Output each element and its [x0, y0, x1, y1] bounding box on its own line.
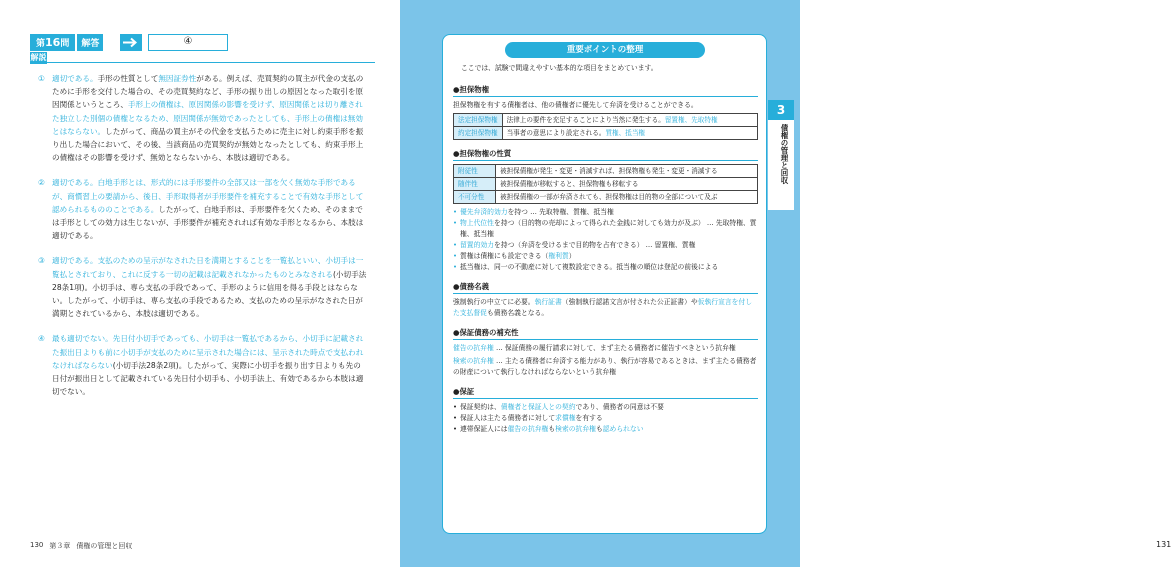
nature-bullets	[453, 207, 758, 273]
section-heading-nature: ●担保物権の性質	[453, 149, 512, 158]
answer-label: 解答	[76, 34, 103, 51]
commentary-item	[38, 72, 368, 164]
chapter-tab-number: 3	[768, 100, 794, 120]
question-number-label	[30, 34, 75, 51]
bullet-text	[460, 218, 758, 240]
desc-cell: 被担保債権が発生・変更・消滅すれば、担保物権も発生・変更・消滅する	[496, 165, 758, 178]
section-heading-security: ●担保物権	[453, 85, 490, 94]
desc-cell	[502, 114, 757, 127]
bullet-dot-icon: •	[453, 219, 458, 227]
nature-row	[454, 178, 758, 191]
section-divider	[453, 398, 758, 399]
term-cell: 附従性	[454, 165, 496, 178]
highlighted-text: 適切である。	[52, 74, 98, 83]
body-text: (小切手法28条1項)。小切手は、専ら支払の手段であって、手形のように信用を得る手段とはならない。したがって、小切手は、専ら支払の手段であるため、支払のための呈示がなされた日が満期とされているから、本肢は適切である。	[52, 269, 367, 319]
arrow-right-icon	[120, 34, 142, 51]
answer-value: ④	[148, 34, 228, 51]
security-row	[454, 127, 758, 140]
chapter-side-tab	[768, 100, 794, 210]
body-text: (小切手法28条2項)。したがって、実際に小切手を振り出す日よりも先の日付が振出日として記載されている先日付小切手も、小切手法上、有効であるから本肢は適切でない。	[52, 360, 364, 397]
defense-term: 催告の抗弁権	[453, 344, 494, 352]
body-text: を持つ（目的物の売却によって得られた金銭に対しても効力が及ぶ） … 先取特権、質権、抵当権	[460, 219, 757, 238]
section-heading-guarantee-supplement: ●保証債務の補充性	[453, 328, 519, 337]
body-text: 強制執行の中立てに必要。	[453, 298, 535, 306]
security-paragraph: 担保物権を有する債権者は、他の債権者に優先して弁済を受けることができる。	[453, 101, 698, 109]
bullet-item	[453, 207, 758, 218]
bullet-item	[453, 413, 758, 424]
summary-card-title: 重要ポイントの整理	[505, 42, 705, 58]
commentary-text	[52, 176, 368, 242]
body-text: 連帯保証人には	[460, 425, 508, 433]
summary-card	[442, 34, 767, 534]
highlighted-text: 適切である。	[52, 178, 98, 188]
defense-desc: … 主たる債務者に弁済する能力があり、執行が容易であるときは、まず主たる債務者の財産について執行しなければならないという抗弁権	[453, 357, 757, 376]
defense-term: 検索の抗弁権	[453, 357, 494, 365]
section-divider	[453, 293, 758, 294]
nature-table	[453, 164, 758, 204]
bullet-dot-icon: •	[453, 241, 458, 249]
commentary-text	[52, 254, 368, 320]
guarantee-supplement-items	[453, 343, 758, 378]
right-page-number: 131	[1156, 540, 1171, 549]
bullet-item	[453, 240, 758, 251]
body-text: も債務名義となる。	[486, 309, 549, 317]
body-text: を持つ（弁済を受けるまで目的物を占有できる） … 留置権、質権	[493, 241, 696, 249]
bullet-dot-icon: •	[453, 263, 458, 271]
commentary-item	[38, 332, 368, 398]
bullet-dot-icon: •	[453, 403, 458, 411]
bullet-text	[460, 251, 758, 262]
nature-row	[454, 191, 758, 204]
body-text: 質権は債権にも設定できる（	[460, 252, 549, 260]
section-divider	[453, 96, 758, 97]
footer-chapter-title: 債権の管理と回収	[76, 542, 133, 550]
left-page-number: 130	[30, 541, 44, 549]
body-text: であり、債務者の同意は不要	[575, 403, 664, 411]
body-text: がある。例えば、売買契約の買主が代金の支払のために手形を交付した場合の、その売買契約など、手形の振り出しの原因となった取引を原因関係というところ、	[52, 74, 364, 110]
body-text: ）	[568, 252, 576, 260]
highlighted-text: 認められない	[602, 425, 644, 433]
bullet-text	[460, 424, 758, 435]
choice-mark: ①	[38, 74, 45, 83]
highlighted-text: 適切である。	[52, 256, 98, 266]
body-text: を持つ … 先取特権、質権、抵当権	[507, 208, 614, 216]
highlighted-text: 債権者と保証人との契約	[500, 403, 576, 411]
desc-text: 当事者の意思により設定される。	[506, 129, 606, 137]
body-text: したがって、商品の買主がその代金を支払うために売主に対し約束手形を振り出した場合において、その後、当該商品の売買契約が無効となったとしても、約束手形上の債権はその影響を受けず、無効とならないから、本肢は適切である。	[52, 126, 364, 163]
highlighted-text: 留置的効力	[460, 241, 494, 249]
body-text: 保証契約は、	[460, 403, 501, 411]
defense-desc: … 保証債務の履行請求に対して、まず主たる債務者に催告すべきという抗弁権	[493, 344, 736, 352]
footer-chapter: 第３章	[49, 542, 71, 550]
choice-mark: ④	[38, 334, 45, 344]
highlighted-text: 仮執行宣言を付した支払督促	[453, 298, 753, 317]
question-prefix: 第	[36, 39, 46, 49]
highlighted-text: 白地手形とは、形式的には手形要件の全部又は一部を欠く無効な手形であるが、商慣習上の要請から、後日、手形取得者が手形要件を補充することで有効な手形として認められるもののことである。	[52, 178, 364, 214]
body-text: を有する	[575, 414, 603, 422]
bullet-dot-icon: •	[453, 425, 458, 433]
choice-mark: ②	[38, 178, 45, 188]
highlighted-text: 優先弁済的効力	[460, 208, 508, 216]
desc-cell: 被担保債権が移転すると、担保物権も移転する	[496, 178, 758, 191]
bullet-text	[460, 207, 758, 218]
security-table	[453, 113, 758, 140]
highlighted-text: 催告の抗弁権	[507, 425, 549, 433]
choice-mark: ③	[38, 256, 45, 266]
bullet-item	[453, 251, 758, 262]
question-header	[30, 34, 193, 51]
highlighted-text: 検索の抗弁権	[555, 425, 596, 433]
bullet-item	[453, 262, 758, 273]
commentary-divider	[47, 62, 375, 63]
highlighted-text: 先日付小切手であっても、小切手は一覧払であるから、小切手に記載された振出日よりも前に小切手が支払のために呈示された場合には、呈示された時点で支払われなければならない	[52, 334, 364, 370]
desc-highlight: 留置権、先取特権	[664, 116, 718, 124]
commentary-text	[52, 72, 368, 164]
body-text: （強制執行認諾文言が付された公正証書）や	[561, 298, 698, 306]
chapter-tab-title: 債権の管理と回収	[780, 124, 789, 184]
bullet-item	[453, 218, 758, 240]
commentary-label: 解説	[30, 53, 47, 62]
commentary-items	[38, 72, 368, 410]
commentary-item	[38, 254, 368, 320]
bullet-item	[453, 402, 758, 413]
right-page	[400, 0, 1171, 567]
highlighted-text: 手形上の債権は、原因関係の影響を受けず、原因関係とは切り離された独立した別個の債権となるため、原因関係が無効であったとしても、手形上の債権は無効とはならない。	[52, 100, 363, 136]
bullet-dot-icon: •	[453, 252, 458, 260]
nature-row	[454, 165, 758, 178]
bullet-text	[460, 413, 758, 424]
left-page	[0, 0, 400, 567]
highlighted-text: 求償権	[555, 414, 576, 422]
body-text: 保証人は主たる債務者に対して	[460, 414, 556, 422]
section-divider	[453, 160, 758, 161]
desc-cell	[502, 127, 757, 140]
left-footer	[30, 541, 132, 551]
desc-text: 法律上の要件を充足することにより当然に発生する。	[506, 116, 665, 124]
section-heading-guarantee: ●保証	[453, 387, 475, 396]
commentary-text	[52, 332, 368, 398]
highlighted-text: 最も適切でない。	[52, 334, 113, 344]
highlighted-text: 無因証券性	[158, 74, 197, 83]
summary-intro: ここでは、試験で間違えやすい基本的な項目をまとめています。	[461, 64, 658, 72]
highlighted-text: 物上代位性	[460, 219, 494, 227]
question-number: 16	[45, 36, 61, 49]
highlighted-text: 執行証書	[534, 298, 562, 306]
body-text: も	[548, 425, 556, 433]
highlighted-text: 支払のための呈示がなされた日を満期とすることを一覧払といい、小切手は一覧払とされており、これに反する一切の記載は記載されなかったものとみなされる	[52, 256, 364, 279]
guarantee-supplement-item	[453, 343, 758, 354]
term-cell: 約定担保物権	[454, 127, 503, 140]
section-divider	[453, 339, 758, 340]
bullet-item	[453, 424, 758, 435]
security-row	[454, 114, 758, 127]
guarantee-bullets	[453, 402, 758, 435]
highlighted-text: 権利質	[548, 252, 569, 260]
term-cell: 法定担保物権	[454, 114, 503, 127]
summary-card-body	[453, 63, 758, 435]
term-cell: 不可分性	[454, 191, 496, 204]
body-text: したがって、白地手形は、手形要件を欠くため、そのままでは手形としての効力は生じないが、手形要件が補充されれば有効な手形となるから、本肢は適切である。	[52, 204, 364, 241]
desc-cell: 被担保債権の一部が弁済されても、担保物権は目的物の全部について及ぶ	[496, 191, 758, 204]
body-text: 手形の性質として	[97, 74, 159, 83]
section-heading-title-deed: ●債務名義	[453, 282, 490, 291]
bullet-text	[460, 262, 758, 273]
title-deed-paragraph	[453, 297, 758, 319]
guarantee-supplement-item	[453, 356, 758, 378]
term-cell: 随伴性	[454, 178, 496, 191]
body-text: も	[595, 425, 603, 433]
bullet-dot-icon: •	[453, 414, 458, 422]
body-text: 抵当権は、同一の不動産に対して複数設定できる。抵当権の順位は登記の前後による	[460, 263, 719, 271]
bullet-text	[460, 240, 758, 251]
desc-highlight: 質権、抵当権	[605, 129, 646, 137]
commentary-item	[38, 176, 368, 242]
question-suffix: 問	[60, 39, 70, 49]
bullet-text	[460, 402, 758, 413]
bullet-dot-icon: •	[453, 208, 458, 216]
